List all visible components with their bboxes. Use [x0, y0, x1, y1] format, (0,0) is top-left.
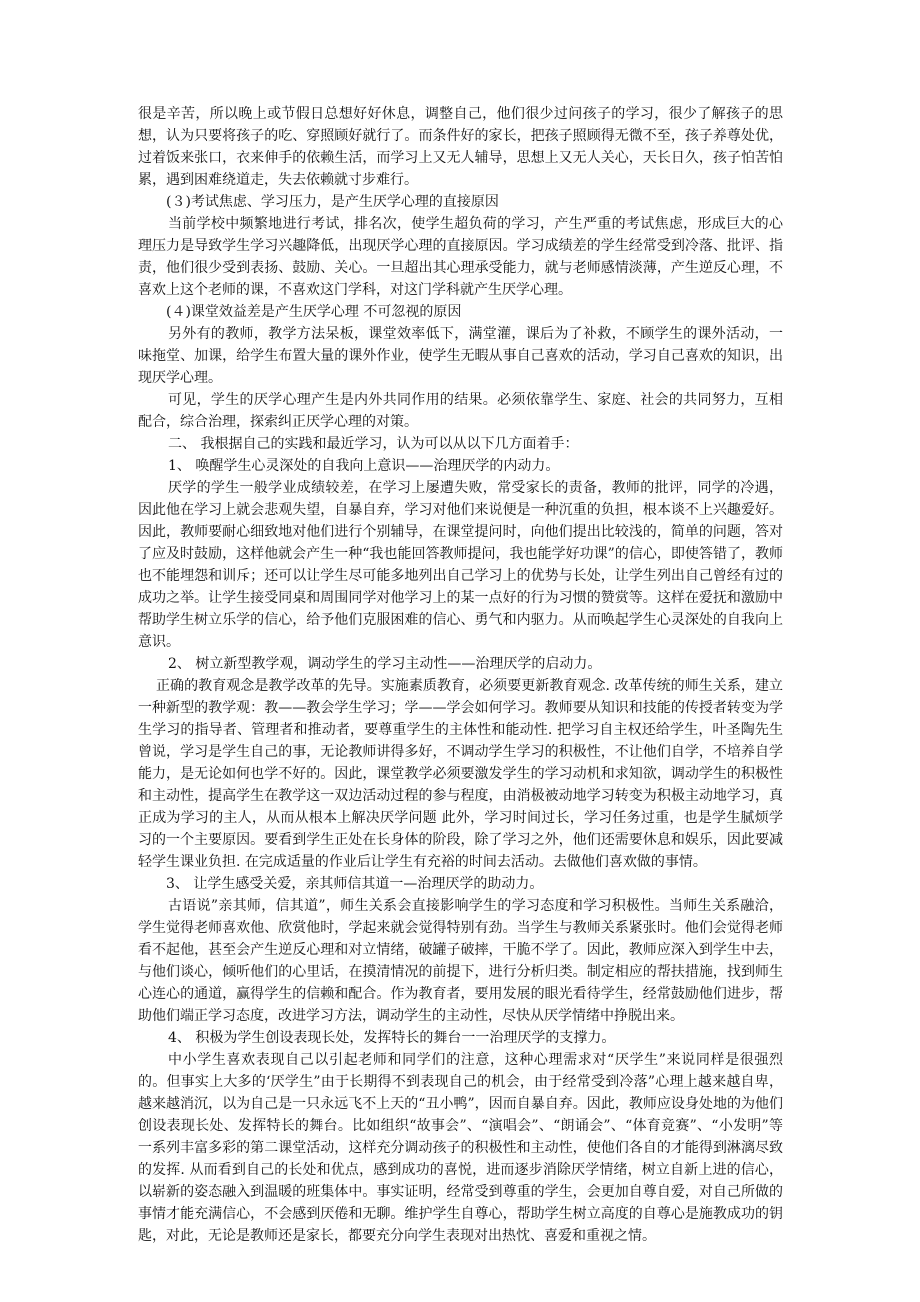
section-heading-measures: 二、 我根据自己的实践和最近学习，认为可以从以下几方面着手： [168, 436, 579, 452]
paragraph-classroom-efficiency: 另外有的教师，教学方法呆板，课堂效率低下，满堂灌，课后为了补救，不顾学生的课外活动，一味拖堂、加课，给学生布置大量的课外作业，使学生无暇从事自己喜欢的活动，学习自己喜欢的知识，出现厌学心理。 [138, 326, 783, 386]
document-body [138, 103, 783, 1247]
paragraph-measure-2: 正确的教育观念是教学改革的先导。实施素质教育，必须要更新教育观念. 改革传统的师生关系，建立一种新型的教学观：教——教会学生学习；学——学会如何学习。教师要从知识和技能的传授者转变为学生学习的指导者、管理者和推动者，要尊重学生的主体性和能动性. 把学习自主权还给学生，叶圣陶先生曾说，学习是学生自己的事，无论教师讲得多好，不调动学生学习的积极性，不让他们自学，不培养自学能力，是无论如何也学不好的。因此，课堂教学必须要激发学生的学习动机和求知欲，调动学生的积极性和主动性，提高学生在教学这一双边活动过程的参与程度，由消极被动地学习转变为积极主动地学习，真正成为学习的主人，从而从根本上解决厌学问题 此外，学习时间过长，学习任务过重，也是学生腻烦学习的一个主要原因。要看到学生正处在长身体的阶段，除了学习之外，他们还需要休息和娱乐，因此要减轻学生课业负担. 在完成适量的作业后让学生有充裕的时间去活动。去做他们喜欢做的事情。 [138, 678, 783, 870]
paragraph-measure-4: 中小学生喜欢表现自己以引起老师和同学们的注意，这种心理需求对“厌学生”来说同样是很强烈的。但事实上大多的‘厌学生”由于长期得不到表现自己的机会，由于经常受到冷落”心理上越来越自卑，越来越消沉，以为自己是一只永远飞不上天的“丑小鸭”，因而自暴自弃。因此，教师应设身处地的为他们创设表现长处、发挥特长的舞台。比如组织“故事会”、“演唱会”、“朗诵会”、“体育竞赛”、“小发明”等一系列丰富多彩的第二课堂活动，这样充分调动孩子的积极性和主动性，使他们各自的才能得到淋漓尽致的发挥. 从而看到自己的长处和优点，感到成功的喜悦，进而逐步消除厌学情绪，树立自新上进的信心，以崭新的姿态融入到温暖的班集体中。事实证明，经常受到尊重的学生，会更加自尊自爱，对自己所做的事情才能充满信心，不会感到厌倦和无聊。维护学生自尊心，帮助学生树立高度的自尊心是施教成功的钥匙，对此，无论是教师还是家长，都要充分向学生表现对出热忱、喜爱和重视之情。 [138, 1052, 783, 1244]
paragraph-measure-1: 厌学的学生一般学业成绩较差，在学习上屡遭失败，常受家长的责备，教师的批评，同学的冷遇，因此他在学习上就会悲观失望，自暴自弃，学习对他们来说便是一种沉重的负担，根本谈不上兴趣爱好。因此，教师要耐心细致地对他们进行个别辅导，在课堂提问时，向他们提出比较浅的，简单的问题，答对了应及时鼓励，这样他就会产生一种“我也能回答教师提问，我也能学好功课”的信心，即使答错了，教师也不能埋怨和训斥；还可以让学生尽可能多地列出自己学习上的优势与长处，让学生列出自己曾经有过的成功之举。让学生接受同桌和周围同学对他学习上的某一点好的行为习惯的赞赏等。这样在爱抚和激励中帮助学生树立乐学的信心，给予他们克服困难的信心、勇气和内驱力。从而唤起学生心灵深处的自我向上意识。 [138, 480, 783, 650]
paragraph-family-care: 很是辛苦，所以晚上或节假日总想好好休息，调整自己，他们很少过问孩子的学习，很少了解孩子的思想，认为只要将孩子的吃、穿照顾好就行了。而条件好的家长，把孩子照顾得无微不至，孩子养尊处优，过着饭来张口，衣来伸手的依赖生活，而学习上又无人辅导，思想上又无人关心，天长日久，孩子怕苦怕累，遇到困难绕道走，失去依赖就寸步难行。 [138, 106, 783, 188]
heading-measure-3: 3、 让学生感受关爱，亲其师信其道一—治理厌学的助动力。 [166, 876, 544, 892]
paragraph-exam-anxiety: 当前学校中频繁地进行考试，排名次，使学生超负荷的学习，产生严重的考试焦虑，形成巨大的心理压力是导致学生学习兴趣降低，出现厌学心理的直接原因。学习成绩差的学生经常受到冷落、批评、指责，他们很少受到表扬、鼓励、关心。一旦超出其心理承受能力，就与老师感情淡薄，产生逆反心理，不喜欢上这个老师的课，不喜欢这门学科，对这门学科就产生厌学心理。 [138, 216, 783, 298]
paragraph-measure-3: 古语说”亲其师，信其道”，师生关系会直接影响学生的学习态度和学习积极性。当师生关系融洽，学生觉得老师喜欢他、欣赏他时，学起来就会觉得特别有劲。当学生与教师关系紧张时。他们会觉得老师看不起他，甚至会产生逆反心理和对立情绪，破罐子破摔，干脆不学了。因此，教师应深入到学生中去，与他们谈心，倾听他们的心里话，在摸清情况的前提下，进行分析归类。制定相应的帮扶措施，找到师生心连心的通道，赢得学生的信赖和配合。作为教育者，要用发展的眼光看待学生，经常鼓励他们进步，帮助他们端正学习态度，改进学习方法，调动学生的主动性，尽快从厌学情绪中挣脱出来。 [138, 898, 783, 1024]
paragraph-conclusion: 可见，学生的厌学心理产生是内外共同作用的结果。必须依靠学生、家庭、社会的共同努力，互相配合，综合治理，探索纠正厌学心理的对策。 [138, 392, 783, 430]
heading-exam-anxiety: (３)考试焦虑、学习压力，是产生厌学心理的直接原因 [166, 194, 499, 210]
heading-measure-1: 1、 唤醒学生心灵深处的自我向上意识——治理厌学的内动力。 [168, 458, 560, 474]
heading-measure-4: 4、 积极为学生创设表现长处，发挥特长的舞台一一治理厌学的支撑力。 [168, 1030, 616, 1046]
heading-measure-2: 2、 树立新型教学观，调动学生的学习主动性——治理厌学的启动力。 [168, 656, 602, 672]
heading-classroom-efficiency: (４)课堂效益差是产生厌学心理 不可忽视的原因 [166, 304, 462, 320]
